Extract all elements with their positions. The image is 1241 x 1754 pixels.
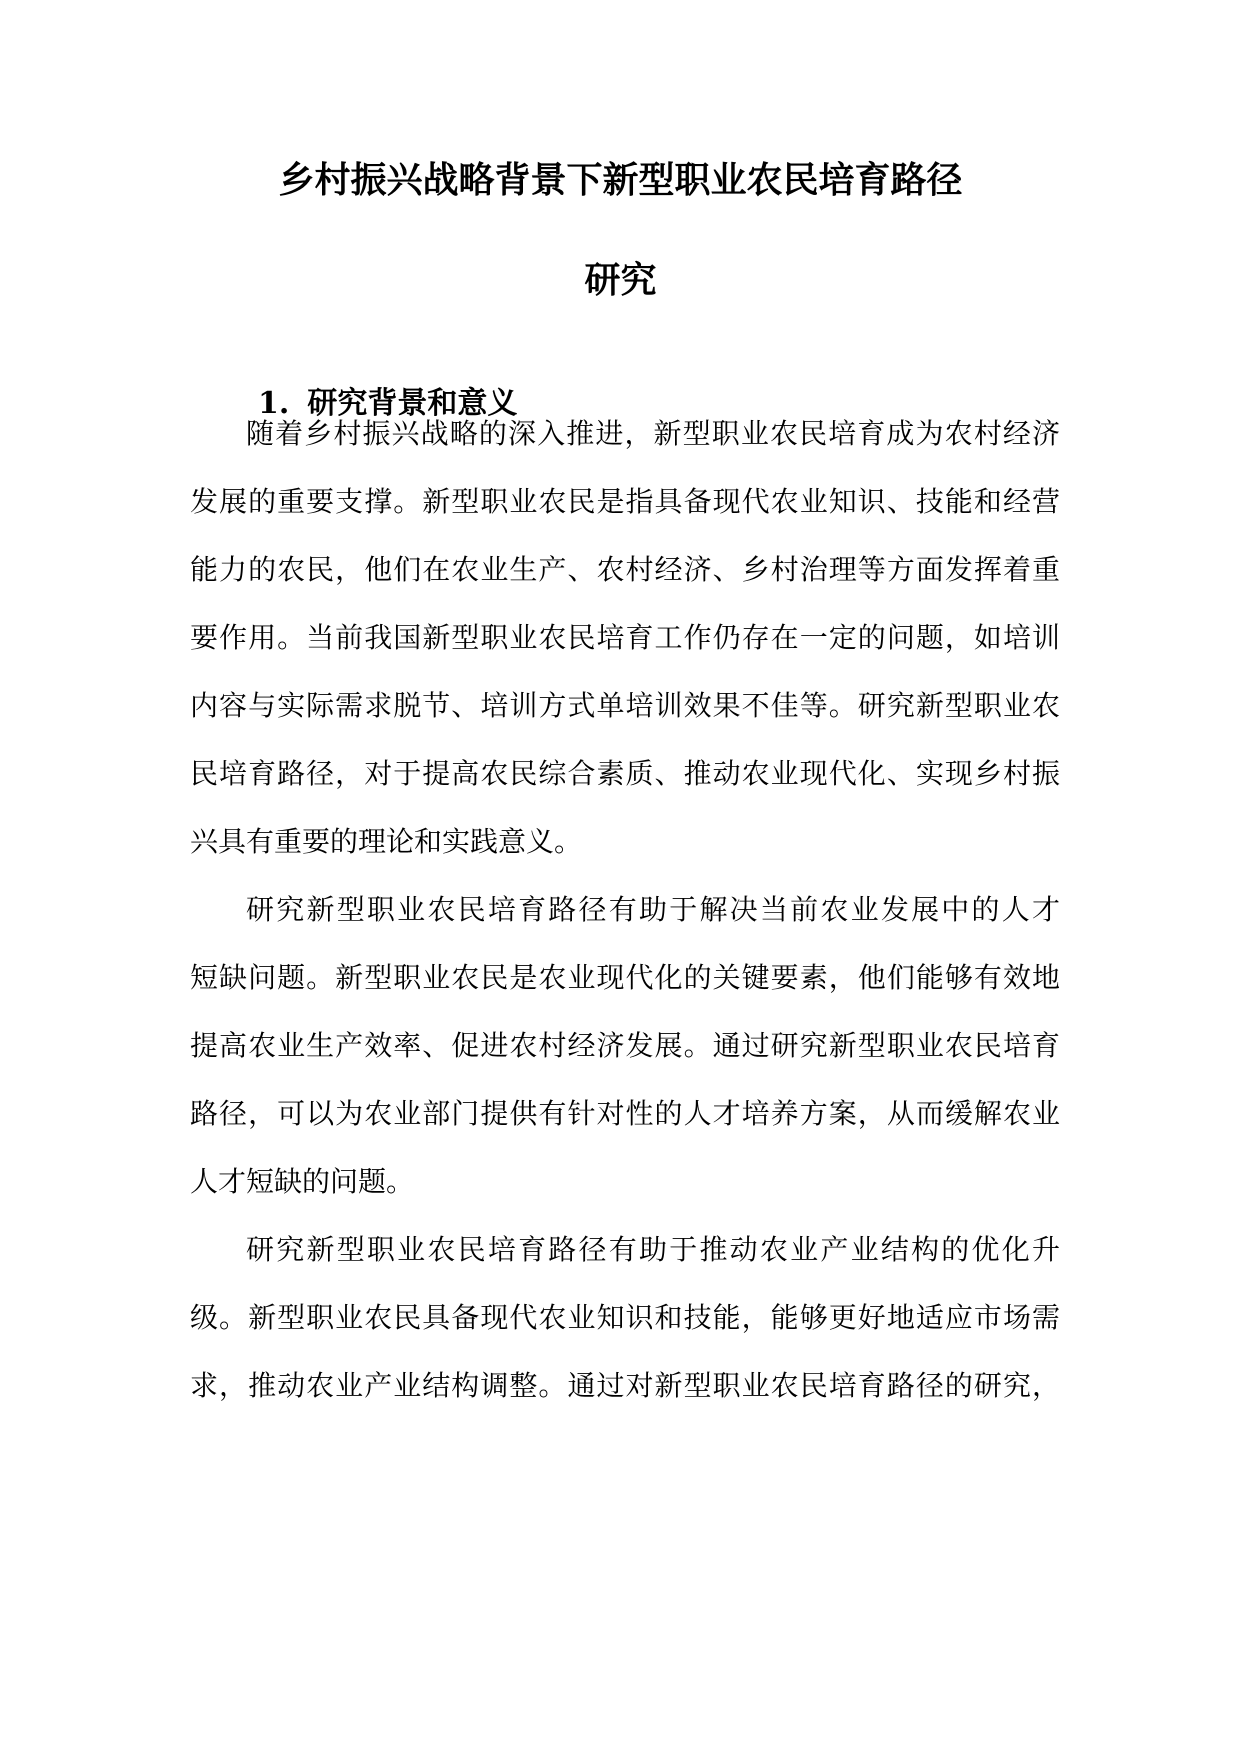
paragraph-line: 提高农业生产效率、促进农村经济发展。通过研究新型职业农民培育 (190, 1029, 1060, 1062)
paragraph-line: 内容与实际需求脱节、培训方式单培训效果不佳等。研究新型职业农 (190, 689, 1060, 722)
paragraph-line: 兴具有重要的理论和实践意义。 (190, 825, 583, 858)
paragraph-line: 要作用。当前我国新型职业农民培育工作仍存在一定的问题，如培训 (190, 621, 1060, 654)
paragraph-line: 研究新型职业农民培育路径有助于推动农业产业结构的优化升 (246, 1233, 1060, 1266)
paragraph-line: 随着乡村振兴战略的深入推进，新型职业农民培育成为农村经济 (246, 417, 1060, 450)
paragraph-line: 研究新型职业农民培育路径有助于解决当前农业发展中的人才 (246, 893, 1060, 926)
section-number: 1. (258, 386, 290, 421)
paragraph-line: 路径，可以为农业部门提供有针对性的人才培养方案，从而缓解农业 (190, 1097, 1060, 1130)
paragraph-line: 人才短缺的问题。 (190, 1165, 415, 1198)
document-title-line-1: 乡村振兴战略背景下新型职业农民培育路径 (278, 159, 963, 201)
paragraph-line: 民培育路径，对于提高农民综合素质、推动农业现代化、实现乡村振 (190, 757, 1060, 790)
paragraph-line: 能力的农民，他们在农业生产、农村经济、乡村治理等方面发挥着重 (190, 553, 1060, 586)
paragraph-line: 级。新型职业农民具备现代农业知识和技能，能够更好地适应市场需 (190, 1301, 1060, 1334)
paragraph-line: 发展的重要支撑。新型职业农民是指具备现代农业知识、技能和经营 (190, 485, 1060, 518)
paragraph-line: 求，推动农业产业结构调整。通过对新型职业农民培育路径的研究， (190, 1369, 1060, 1402)
section-title: 研究背景和意义 (307, 386, 518, 421)
document-title-line-2: 研究 (584, 259, 657, 301)
paragraph-line: 短缺问题。新型职业农民是农业现代化的关键要素，他们能够有效地 (190, 961, 1060, 994)
